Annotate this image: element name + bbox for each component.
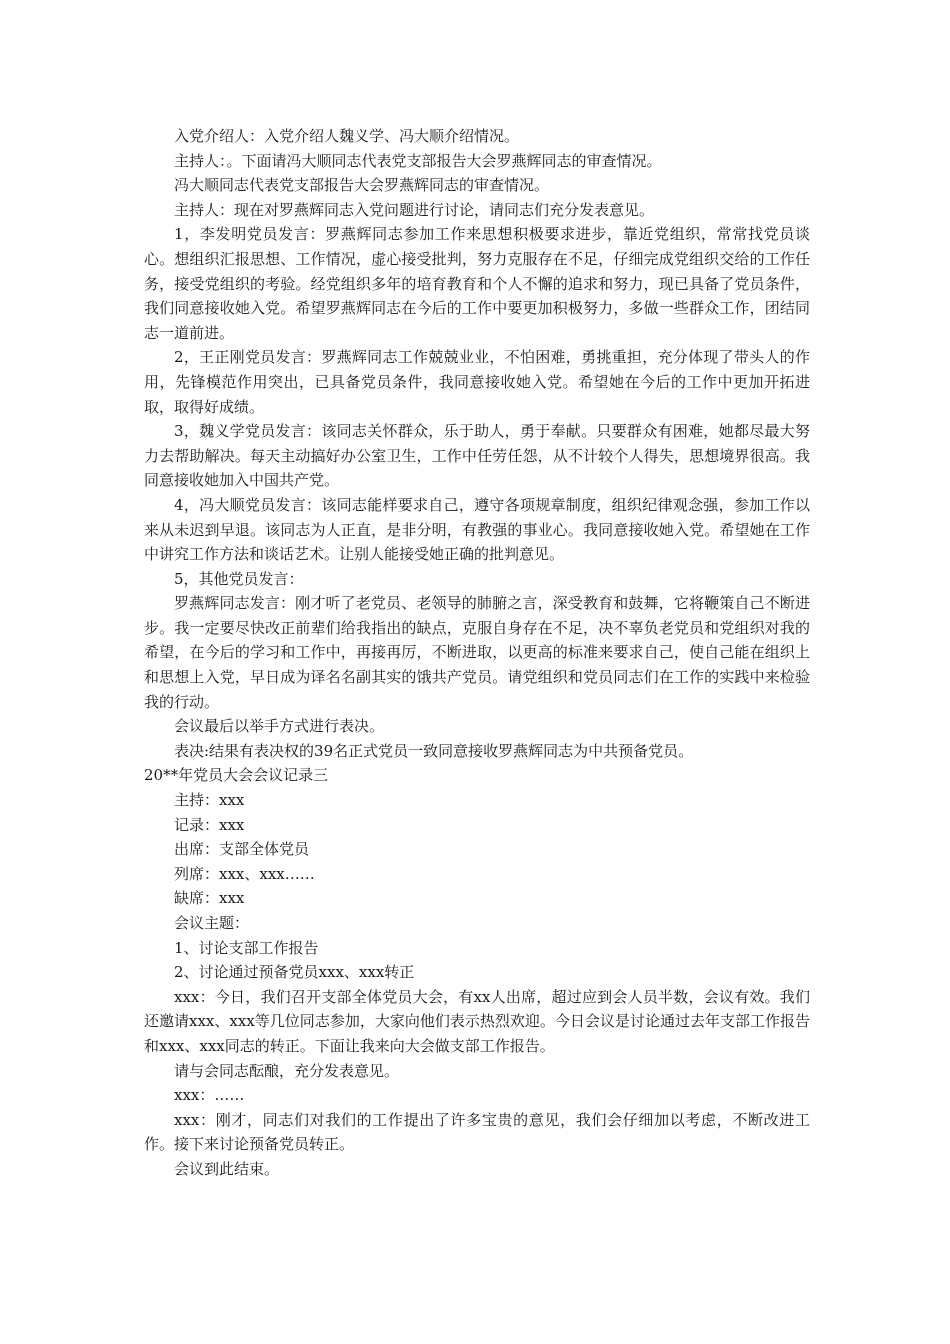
record-topics-label: 会议主题： [174, 914, 250, 932]
paragraph-host-request: 主持人：。下面请冯大顺同志代表党支部报告大会罗燕辉同志的审查情况。 [174, 151, 662, 170]
paragraph-speech-4: 4，冯大顺党员发言：该同志能样要求自己，遵守各项规章制度，组织纪律观念强，参加工作以来从未迟到早退。该同志为人正直，是非分明，有教强的事业心。我同意接收她入党。希望她在工作中讲究工作方法和谈话艺术。让别人能接受她正确的批判意见。 [144, 495, 810, 564]
record-host: 主持：xxx [174, 791, 245, 810]
record-summary: xxx：刚才，同志们对我们的工作提出了许多宝贵的意见，我们会仔细加以考虑，不断改进工作。接下来讨论预备党员转正。 [144, 1110, 810, 1154]
record-absent: 缺席：xxx [174, 889, 245, 908]
paragraph-candidate-speech: 罗燕辉同志发言：刚才听了老党员、老领导的肺腑之言，深受教育和鼓舞，它将鞭策自己不断进步。我一定要尽快改正前辈们给我指出的缺点，克服自身存在不足，决不辜负老党员和党组织对我的希望，在今后的学习和工作中，再接再厉，不断进取，以更高的标准来要求自己，使自己能在组织上和思想上入党，早日成为译名名副其实的饿共产党员。请党组织和党员同志们在工作的实践中来检验我的行动。 [144, 594, 810, 711]
record-topic-2: 2、讨论通过预备党员xxx、xxx转正 [174, 963, 415, 982]
document-page [144, 124, 810, 1182]
paragraph-vote-result: 表决:结果有表决权的39名正式党员一致同意接收罗燕辉同志为中共预备党员。 [174, 741, 694, 760]
record-recorder: 记录：xxx [174, 815, 245, 834]
record-closing: 会议到此结束。 [174, 1159, 280, 1178]
record-topic-1: 1、讨论支部工作报告 [174, 938, 319, 957]
paragraph-speech-3: 3，魏义学党员发言：该同志关怀群众，乐于助人，勇于奉献。只要群众有困难，她都尽最大努力去帮助解决。每天主动搞好办公室卫生，工作中任劳任怨，从不计较个人得失，思想境界很高。我同意接收她加入中国共产党。 [144, 422, 810, 490]
paragraph-introducers: 入党介绍人：入党介绍人魏义学、冯大顺介绍情况。 [174, 127, 520, 145]
section-heading: 20**年党员大会会议记录三 [144, 766, 329, 785]
paragraph-speech-2: 2，王正刚党员发言：罗燕辉同志工作兢兢业业，不怕困难，勇挑重担，充分体现了带头人的作用，先锋模范作用突出，已具备党员条件，我同意接收她入党。希望她在今后的工作中更加开拓进取，取得好成绩。 [144, 348, 810, 416]
paragraph-host-discussion: 主持人：现在对罗燕辉同志入党问题进行讨论，请同志们充分发表意见。 [174, 200, 655, 219]
record-attendees: 出席：支部全体党员 [174, 840, 310, 859]
record-invite-opinions: 请与会同志酝酿，充分发表意见。 [174, 1061, 400, 1080]
record-ellipsis: xxx：…… [174, 1086, 245, 1105]
paragraph-speech-5: 5，其他党员发言： [174, 569, 304, 588]
paragraph-speech-1: 1，李发明党员发言：罗燕辉同志参加工作来思想积极要求进步，靠近党组织，常常找党员谈心。想组织汇报思想、工作情况，虚心接受批判，努力克服存在不足，仔细完成党组织交给的工作任务，接受党组织的考验。经党组织多年的培育教育和个人不懈的追求和努力，现已具备了党员条件，我们同意接收她入党。希望罗燕辉同志在今后的工作中要更加积极努力，多做一些群众工作，团结同志一道前进。 [144, 225, 810, 342]
paragraph-review-report: 冯大顺同志代表党支部报告大会罗燕辉同志的审查情况。 [174, 176, 550, 195]
record-observers: 列席：xxx、xxx…… [174, 864, 315, 883]
paragraph-vote-method: 会议最后以举手方式进行表决。 [174, 717, 385, 736]
record-opening: xxx：今日，我们召开支部全体党员大会，有xx人出席，超过应到会人员半数，会议有效。我们还邀请xxx、xxx等几位同志参加，大家向他们表示热烈欢迎。今日会议是讨论通过去年支部工作报告和xxx、xxx同志的转正。下面让我来向大会做支部工作报告。 [144, 987, 810, 1055]
